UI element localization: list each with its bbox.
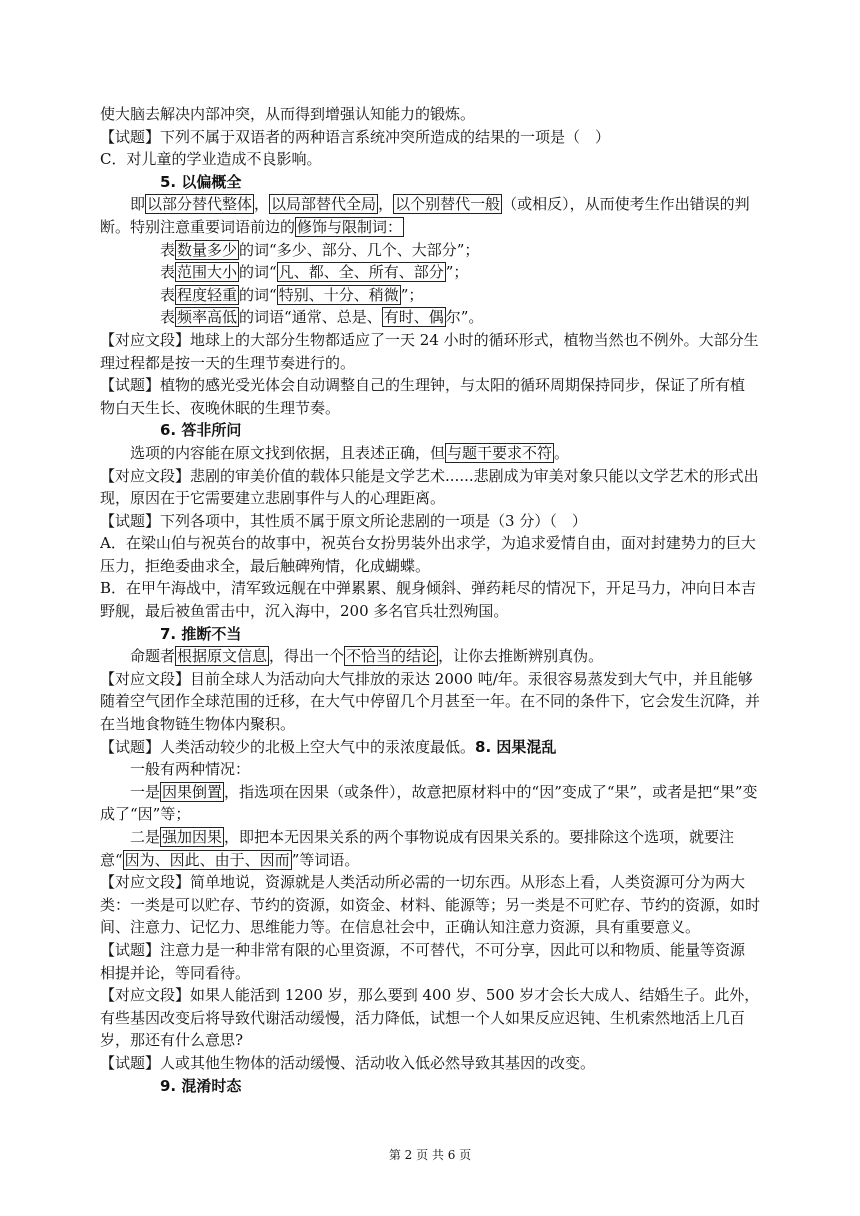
- boxed-term: 凡、都、全、所有、部分: [278, 263, 444, 282]
- boxed-term: 根据原文信息: [177, 647, 268, 666]
- source-passage: 【对应文段】目前全球人为活动向大气排放的汞达 2000 吨/年。汞很容易蒸发到大气中，并且能够随着空气团作全球范围的迁移，在大气中停留几个月甚至一年。在不同的条件下，它会发生沉降，并在当地食物链生物体内聚积。: [100, 669, 761, 734]
- question-tag: 【试题】: [100, 940, 161, 959]
- heading-7: 7. 推断不当: [160, 624, 242, 643]
- question-text: 下列不属于双语者的两种语言系统冲突所造成的结果的一项是（ ）: [160, 127, 611, 146]
- question-tag: 【试题】: [100, 376, 161, 395]
- heading-9: 9. 混淆时态: [160, 1076, 242, 1095]
- boxed-term: 频率高低: [177, 308, 238, 327]
- source-passage: 【对应文段】如果人能活到 1200 岁，那么要到 400 岁、500 岁才会长大成人、结婚生子。此外，有些基因改变后将导致代谢活动缓慢，活力降低，试想一个人如果反应迟钝、生机索然地活上几百岁，那还有什么意思?: [100, 986, 760, 1050]
- question: 【试题】下列各项中，其性质不属于原文所论悲剧的一项是（3 分）（ ）: [100, 511, 587, 530]
- question: 【试题】人或其他生物体的活动缓慢、活动收入低必然导致其基因的改变。: [100, 1053, 596, 1072]
- boxed-term: 范围大小: [177, 263, 238, 282]
- boxed-term: 不恰当的结论: [346, 647, 437, 666]
- heading-5: 5. 以偏概全: [160, 172, 242, 191]
- question-tag: 【试题】: [100, 737, 161, 756]
- question-tag: 【试题】: [100, 127, 161, 146]
- source-passage: 【对应文段】悲剧的审美价值的载体只能是文学艺术......悲剧成为审美对象只能以文学艺术的形式出现，原因在于它需要建立悲剧事件与人的心理距离。: [100, 466, 759, 508]
- source-tag: 【对应文段】: [100, 669, 191, 688]
- boxed-term: 以局部替代全局: [271, 195, 377, 214]
- option-c: C．对儿童的学业造成不良影响。: [100, 150, 322, 169]
- boxed-term: 以部分替代整体: [147, 195, 253, 214]
- source-tag: 【对应文段】: [100, 873, 191, 892]
- boxed-term: 程度轻重: [177, 285, 238, 304]
- paragraph-8: 一般有两种情况：: [130, 760, 251, 779]
- option-a: A．在梁山伯与祝英台的故事中，祝英台女扮男装外出求学，为追求爱情自由，面对封建势力的巨大压力，拒绝委曲求全，最后触碑殉情，化成蝴蝶。: [100, 534, 756, 575]
- rule-line: 表 数量多少 的词“多少、部分、几个、大部分”；: [160, 240, 480, 259]
- question: 【试题】人类活动较少的北极上空大气中的汞浓度最低。8. 因果混乱: [100, 737, 557, 756]
- paragraph-8c: 二是 强加因果 ，即把本无因果关系的两个事物说成有因果关系的。要排除这个选项，就要注意“ 因为、因此、由于、因而 ”等词语。: [100, 828, 735, 869]
- rule-line: 表 程度轻重 的词“ 特别、十分、稍微 ”；: [160, 285, 424, 304]
- paragraph-8b: 一是 因果倒置 ，指选项在因果（或条件），故意把原材料中的“因”变成了“果”，或者是把“果”变成了“因”等；: [100, 782, 758, 824]
- heading-6: 6. 答非所问: [160, 421, 242, 440]
- boxed-term: 修饰与限制词：: [297, 217, 403, 236]
- boxed-term: 有时、偶: [383, 308, 444, 327]
- boxed-term: 因果倒置: [162, 782, 223, 801]
- boxed-term: 以个别替代一般: [395, 195, 501, 214]
- paragraph-6: 选项的内容能在原文找到依据，且表述正确，但 与题干要求不符 。: [130, 443, 570, 462]
- paragraph-5: 即 以部分替代整体 ， 以局部替代全局 ， 以个别替代一般 （或相反），从而使考生作出错误的判断。特别注意重要词语前边的 修饰与限制词：: [100, 195, 750, 236]
- source-tag: 【对应文段】: [100, 330, 191, 349]
- rule-line: 表 频率高低 的词语“通常、总是、 有时、偶 尔”。: [160, 308, 484, 327]
- boxed-term: 特别、十分、稍微: [278, 285, 399, 304]
- paragraph: 使大脑去解决内部冲突，从而得到增强认知能力的锻炼。: [100, 105, 476, 123]
- boxed-term: 与题干要求不符: [447, 443, 553, 462]
- source-passage: 【对应文段】地球上的大部分生物都适应了一天 24 小时的循环形式，植物当然也不例外。大部分生理过程都是按一天的生理节奏进行的。: [100, 330, 759, 372]
- question: 【试题】植物的感光受光体会自动调整自己的生理钟，与太阳的循环周期保持同步，保证了所有植物白天生长、夜晚休眠的生理节奏。: [100, 376, 746, 417]
- boxed-term: 强加因果: [162, 828, 223, 846]
- option-b: B．在甲午海战中，清军致远舰在中弹累累、舰身倾斜、弹药耗尽的情况下，开足马力，冲向日本吉野舰，最后被鱼雷击中，沉入海中，200 多名官兵壮烈殉国。: [100, 579, 757, 621]
- source-tag: 【对应文段】: [100, 986, 191, 1005]
- rule-line: 表 范围大小 的词“ 凡、都、全、所有、部分 ”；: [160, 263, 469, 282]
- page-footer: 第 2 页 共 6 页: [388, 1148, 472, 1162]
- source-passage: 【对应文段】简单地说，资源就是人类活动所必需的一切东西。从形态上看，人类资源可分为两大类：一类是可以贮存、节约的资源，如资金、材料、能源等；另一类是不可贮存、节约的资源，如时间、注意力、记忆力、思维能力等。在信息社会中，正确认知注意力资源，具有重要意义。: [100, 873, 761, 937]
- boxed-term: 数量多少: [177, 240, 238, 259]
- question-tag: 【试题】: [100, 1053, 161, 1072]
- paragraph-7: 命题者 根据原文信息 ，得出一个 不恰当的结论 ，让你去推断辨别真伪。: [130, 647, 604, 666]
- question-tag: 【试题】: [100, 511, 161, 530]
- question: 【试题】注意力是一种非常有限的心里资源，不可替代，不可分享，因此可以和物质、能量等资源相提并论，等同看待。: [100, 940, 746, 982]
- question: [100, 126, 760, 149]
- source-tag: 【对应文段】: [100, 466, 191, 485]
- boxed-term: 因为、因此、由于、因而: [124, 850, 290, 869]
- heading-8: 8. 因果混乱: [475, 737, 557, 756]
- page-content: [100, 103, 760, 1097]
